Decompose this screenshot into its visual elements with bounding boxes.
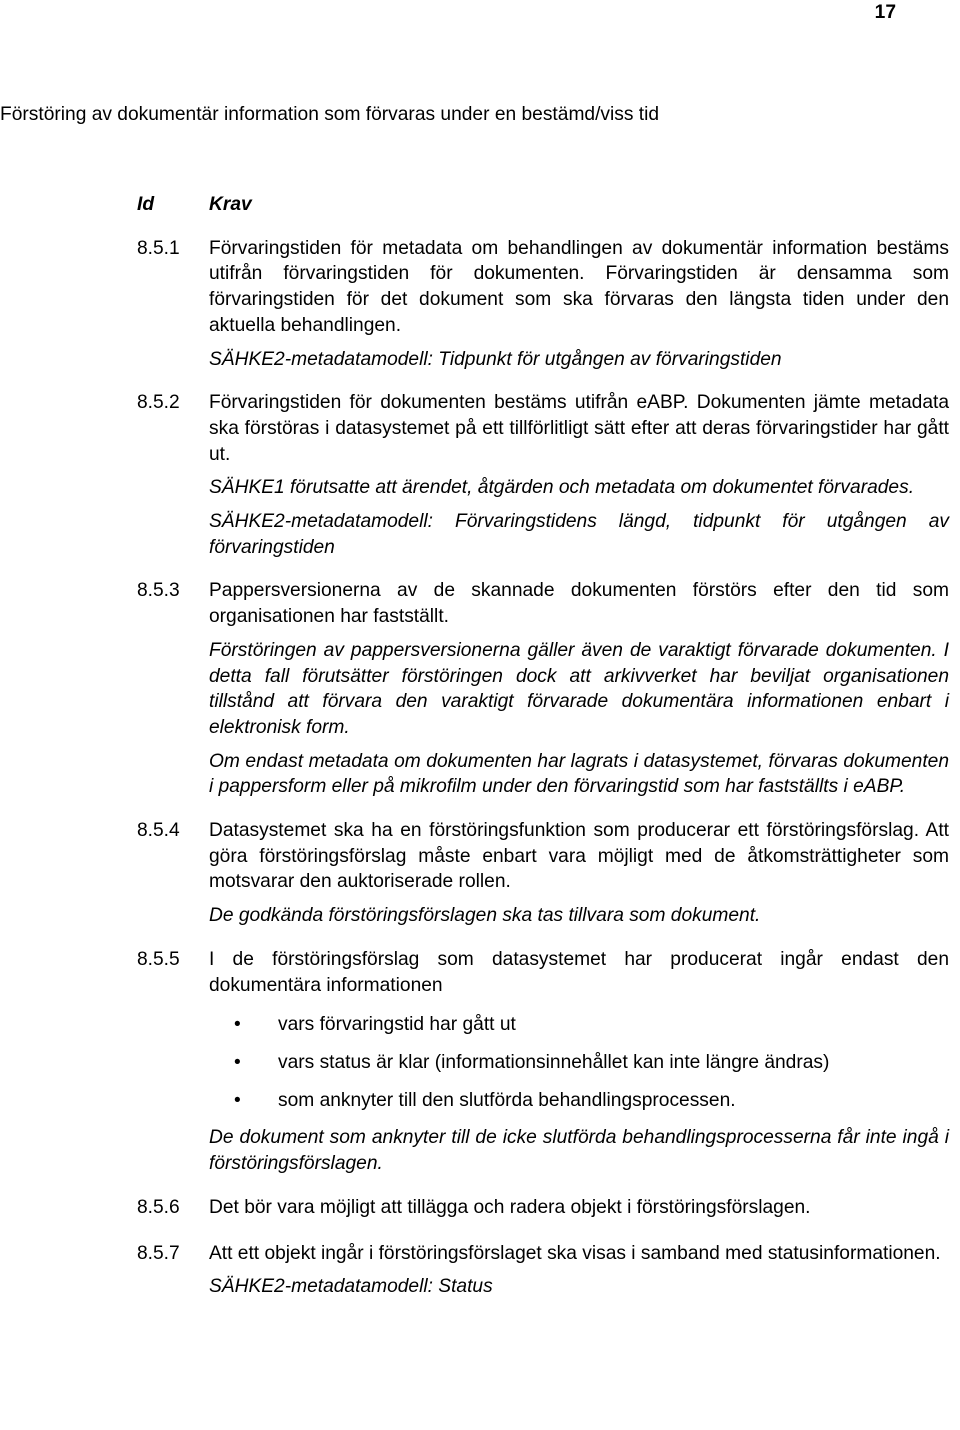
requirement-note: SÄHKE1 förutsatte att ärendet, åtgärden och metadata om dokumentet förvarades. xyxy=(209,477,915,499)
requirement-note: De dokument som anknyter till de icke slutförda behandlingsprocesserna får inte ingå i förstöringsförslagen. xyxy=(209,1127,949,1175)
list-item xyxy=(209,1012,949,1038)
id-column-header: Id xyxy=(137,194,155,215)
list-item-text: som anknyter till den slutförda behandlingsprocessen. xyxy=(278,1089,736,1111)
requirement-row xyxy=(137,578,949,800)
requirement-text xyxy=(209,947,949,1177)
requirement-row xyxy=(137,390,949,560)
requirement-paragraph: Förvaringstiden för metadata om behandlingen av dokumentär information bestäms utifrån förvaringstiden för dokumenten. Förvaringstiden är densamma som förvaringstiden för det dokument som ska förvaras den längsta tiden under den aktuella behandlingen. xyxy=(209,237,949,336)
requirement-text xyxy=(209,390,949,560)
list-item-text: vars status är klar (informationsinnehållet kan inte längre ändras) xyxy=(278,1051,830,1073)
list-item xyxy=(209,1050,949,1076)
requirement-row xyxy=(137,236,949,373)
requirement-note: Förstöringen av pappersversionerna gäller även de varaktigt förvarade dokumenten. I detta fall förutsätter förstöringen dock att arkivverket har beviljat organisationen tillstånd att förvara den varaktigt förvarade dokumentära informationen enbart i elektronisk form. xyxy=(209,639,949,738)
requirement-row xyxy=(137,1195,949,1221)
requirement-id: 8.5.5 xyxy=(137,948,180,970)
bullet-list xyxy=(209,1012,949,1113)
list-item xyxy=(209,1088,949,1114)
requirement-row xyxy=(137,1241,949,1300)
requirement-paragraph: Förvaringstiden för dokumenten bestäms utifrån eABP. Dokumenten jämte metadata ska förstöras i datasystemet på ett tillförlitligt sätt efter att deras förvaringstider har gått ut. xyxy=(209,392,949,465)
requirement-id: 8.5.6 xyxy=(137,1196,180,1218)
list-item-text: vars förvaringstid har gått ut xyxy=(278,1014,516,1036)
requirement-id: 8.5.4 xyxy=(137,820,180,842)
requirement-text xyxy=(209,578,949,800)
requirement-note: SÄHKE2-metadatamodell: Förvaringstidens längd, tidpunkt för utgången av förvaringstiden xyxy=(209,511,949,558)
requirements-table xyxy=(137,192,949,1318)
table-header-row xyxy=(137,192,949,218)
requirement-row xyxy=(137,818,949,929)
requirement-text xyxy=(209,1195,949,1221)
requirement-id: 8.5.1 xyxy=(137,237,180,259)
requirement-note: SÄHKE2-metadatamodell: Status xyxy=(209,1276,493,1298)
requirement-id: 8.5.3 xyxy=(137,580,180,602)
requirement-text xyxy=(209,1241,949,1300)
requirement-note: SÄHKE2-metadatamodell: Tidpunkt för utgången av förvaringstiden xyxy=(209,348,782,370)
krav-column-header: Krav xyxy=(209,194,252,215)
requirement-paragraph: Det bör vara möjligt att tillägga och radera objekt i förstöringsförslagen. xyxy=(209,1196,811,1218)
requirement-note: De godkända förstöringsförslagen ska tas tillvara som dokument. xyxy=(209,905,761,927)
page-number: 17 xyxy=(874,2,896,23)
requirement-text xyxy=(209,818,949,929)
requirement-text xyxy=(209,236,949,373)
bullet-icon: • xyxy=(234,1014,241,1036)
requirement-id: 8.5.2 xyxy=(137,392,180,414)
requirement-paragraph: Att ett objekt ingår i förstöringsförslaget ska visas i samband med statusinformationen. xyxy=(209,1242,941,1264)
bullet-icon: • xyxy=(234,1089,241,1111)
section-title: Förstöring av dokumentär information som förvaras under en bestämd/viss tid xyxy=(0,104,660,125)
requirement-paragraph: Datasystemet ska ha en förstöringsfunktion som producerar ett förstöringsförslag. Att göra förstöringsförslag måste enbart vara möjligt med de åtkomsträttigheter som motsvarar den auktoriserade rollen. xyxy=(209,820,949,893)
requirement-paragraph: Pappersversionerna av de skannade dokumenten förstörs efter den tid som organisationen har fastställt. xyxy=(209,580,949,628)
requirement-row xyxy=(137,947,949,1177)
requirement-paragraph: I de förstöringsförslag som datasystemet har producerat ingår endast den dokumentära informationen xyxy=(209,948,949,996)
bullet-icon: • xyxy=(234,1051,241,1073)
requirement-note: Om endast metadata om dokumenten har lagrats i datasystemet, förvaras dokumenten i pappersform eller på mikrofilm under den förvaringstid som har fastställts i eABP. xyxy=(209,750,949,798)
requirement-id: 8.5.7 xyxy=(137,1242,180,1264)
